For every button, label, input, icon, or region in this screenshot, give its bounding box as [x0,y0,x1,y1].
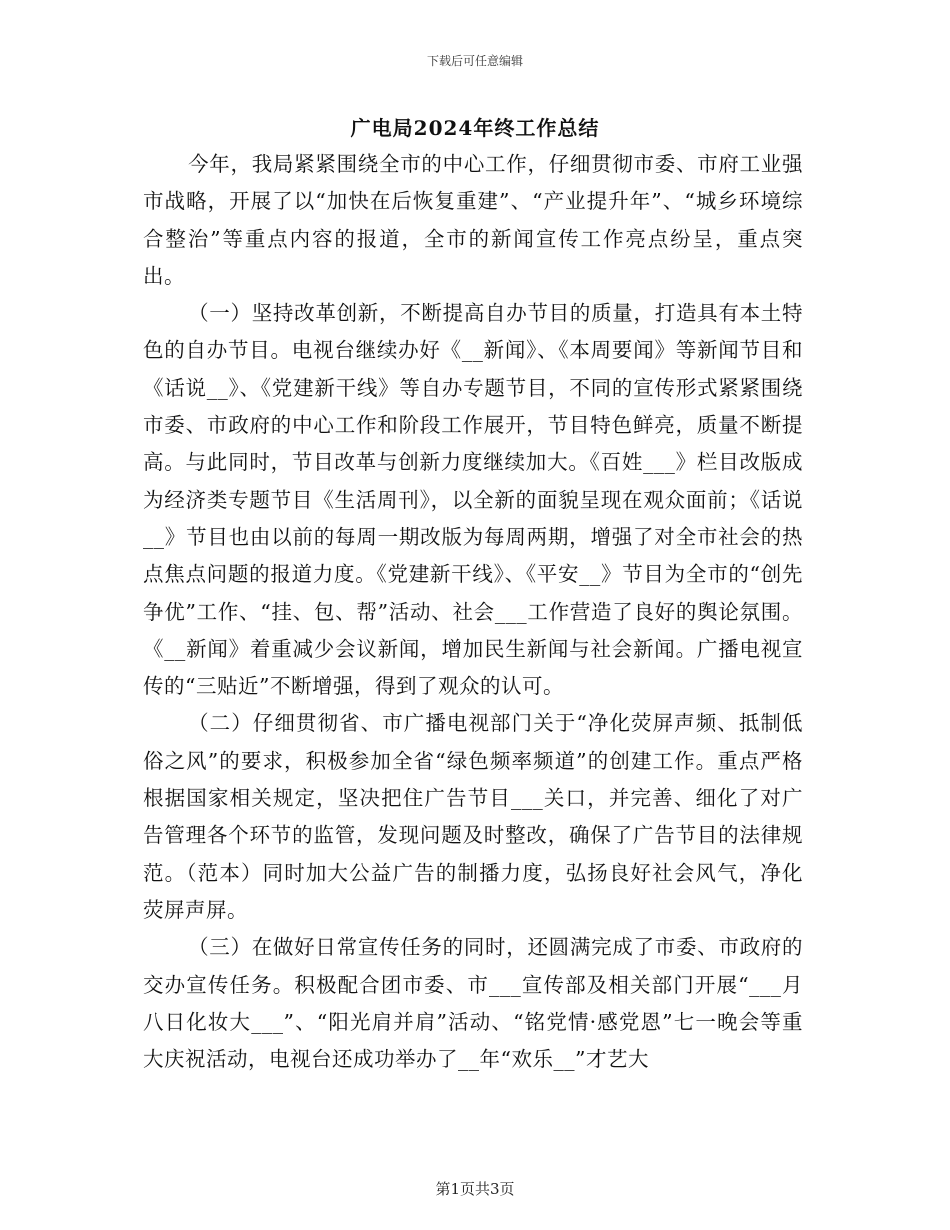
document-title: 广电局2024年终工作总结 [350,116,600,140]
page-header-note: 下载后可任意编辑 [426,54,523,68]
document-body [143,146,803,1078]
paragraph-section-1: （一）坚持改革创新，不断提高自办节目的质量，打造具有本土特色的自办节目。电视台继续办好《__新闻》、《本周要闻》等新闻节目和《话说__》、《党建新干线》等自办专题节目，不同的宣传形式紧紧围绕市委、市政府的中心工作和阶段工作展开，节目特色鲜亮，质量不断提高。与此同时，节目改革与创新力度继续加大。《百姓___》栏目改版成为经济类专题节目《生活周刊》，以全新的面貌呈现在观众面前；《话说__》节目也由以前的每周一期改版为每周两期，增强了对全市社会的热点焦点问题的报道力度。《党建新干线》、《平安__》节目为全市的“创先争优”工作、“挂、包、帮”活动、社会___工作营造了良好的舆论氛围。《__新闻》着重减少会议新闻，增加民生新闻与社会新闻。广播电视宣传的“三贴近”不断增强，得到了观众的认可。 [143,301,803,699]
paragraph-section-3: （三）在做好日常宣传任务的同时，还圆满完成了市委、市政府的交办宣传任务。积极配合团市委、市___宣传部及相关部门开展“___月八日化妆大___”、“阳光肩并肩”活动、“铭党情·感党恩”七一晚会等重大庆祝活动，电视台还成功举办了__年“欢乐__”才艺大 [143,935,803,1072]
paragraph-intro: 今年，我局紧紧围绕全市的中心工作，仔细贯彻市委、市府工业强市战略，开展了以“加快在后恢复重建”、“产业提升年”、“城乡环境综合整治”等重点内容的报道，全市的新闻宣传工作亮点纷呈，重点突出。 [143,152,803,288]
paragraph-section-2: （二）仔细贯彻省、市广播电视部门关于“净化荧屏声频、抵制低俗之风”的要求，积极参加全省“绿色频率频道”的创建工作。重点严格根据国家相关规定，坚决把住广告节目___关口，并完善、细化了对广告管理各个环节的监管，发现问题及时整改，确保了广告节目的法律规范。（范本）同时加大公益广告的制播力度，弘扬良好社会风气，净化荧屏声屏。 [143,711,803,922]
page-number: 第1页共3页 [435,1180,515,1198]
